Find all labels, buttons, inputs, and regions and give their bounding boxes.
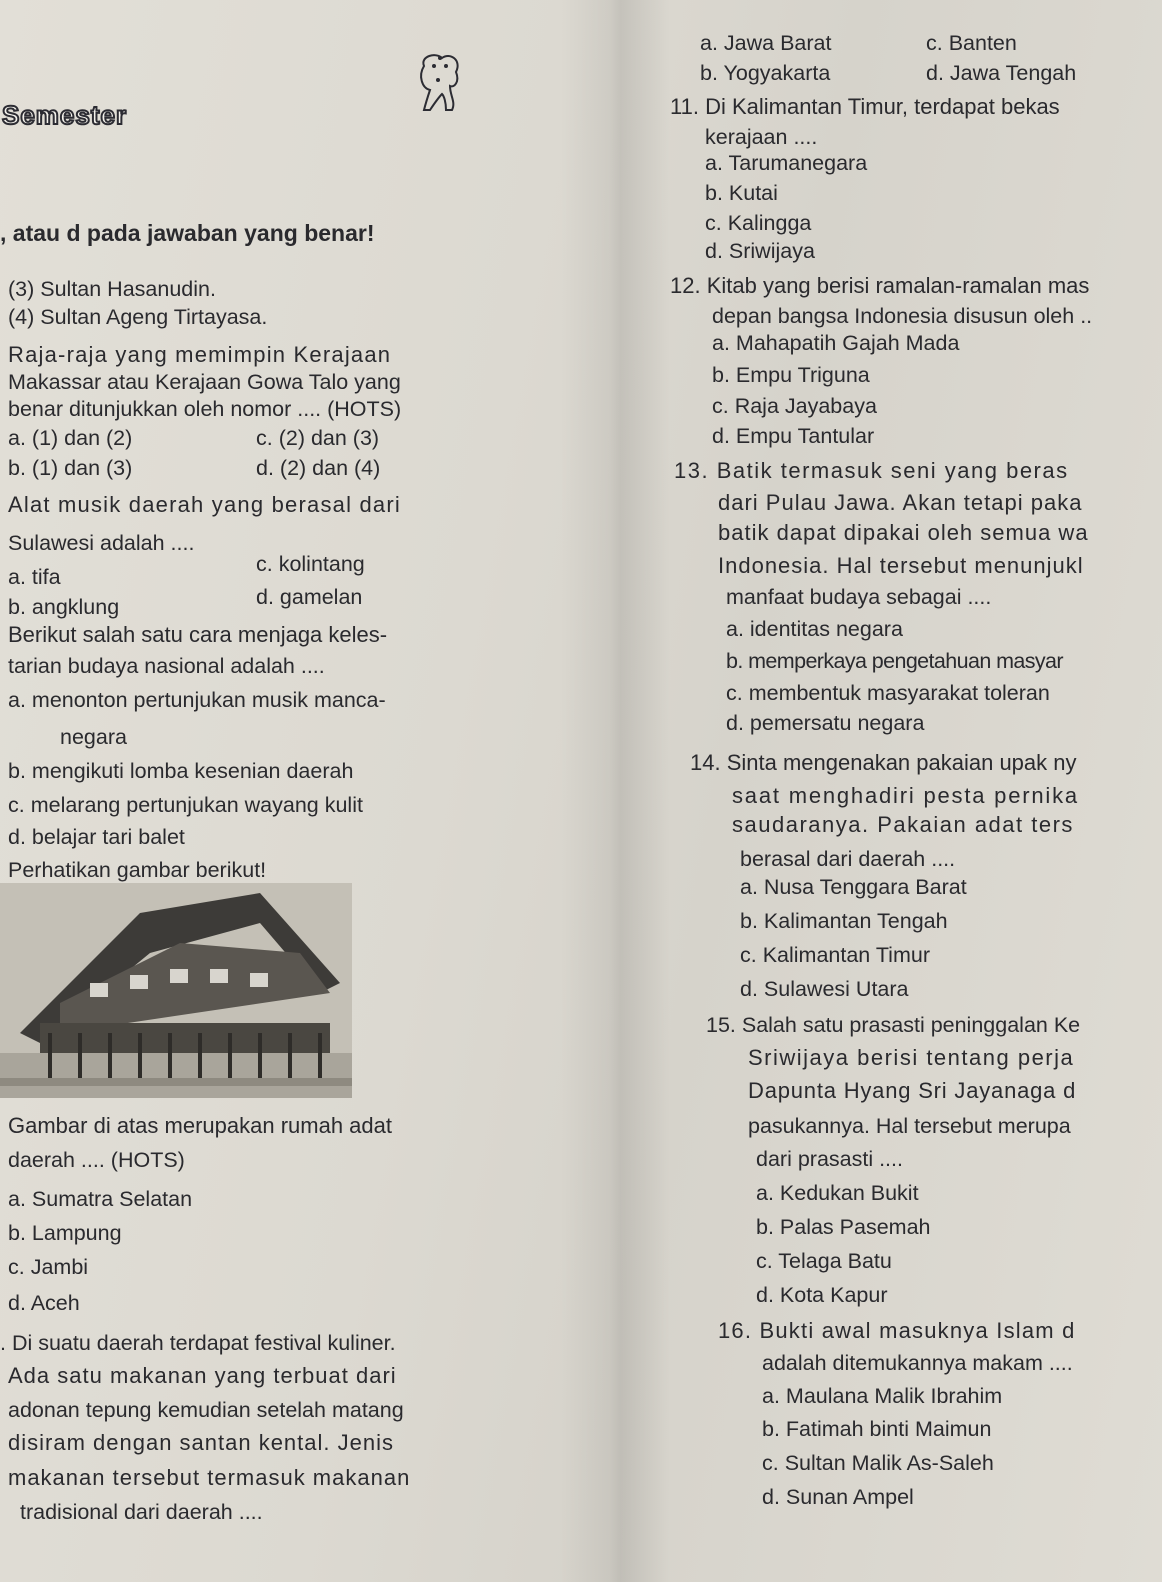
option-b: b. (1) dan (3) (8, 456, 133, 480)
question-12-line-2: depan bangsa Indonesia disusun oleh .. (712, 304, 1093, 328)
elephant-mascot-icon (416, 52, 464, 114)
question-14-line-2: saat menghadiri pesta pernika (732, 783, 1079, 808)
option-d: d. gamelan (256, 585, 363, 609)
question-13-line-5: manfaat budaya sebagai .... (726, 585, 992, 609)
option-a: a. Mahapatih Gajah Mada (712, 331, 960, 355)
option-c: c. Banten (926, 31, 1017, 55)
question-kuliner-line-4: disiram dengan santan kental. Jenis (8, 1430, 394, 1455)
option-a: a. menonton pertunjukan musik manca- (8, 688, 386, 712)
option-b: b. Yogyakarta (700, 61, 831, 85)
question-tarian-line-2: tarian budaya nasional adalah .... (8, 654, 325, 678)
question-musik-line-1: Alat musik daerah yang berasal dari (8, 492, 401, 517)
option-c: c. Kalimantan Timur (740, 943, 930, 967)
option-3: (3) Sultan Hasanudin. (8, 277, 216, 301)
question-kuliner-line-5: makanan tersebut termasuk makanan (8, 1465, 411, 1490)
option-b: b. Palas Pasemah (756, 1215, 931, 1239)
question-kuliner-line-2: Ada satu makanan yang terbuat dari (8, 1363, 397, 1388)
option-a: a. Sumatra Selatan (8, 1187, 193, 1211)
question-13-line-4: Indonesia. Hal tersebut menunjukl (718, 553, 1084, 578)
option-c: c. membentuk masyarakat toleran (726, 681, 1050, 705)
option-c: c. (2) dan (3) (256, 426, 380, 450)
instruction-text: , atau d pada jawaban yang benar! (0, 220, 375, 246)
option-d: d. belajar tari balet (8, 825, 185, 849)
option-b: b. Kalimantan Tengah (740, 909, 948, 933)
option-b: b. angklung (8, 595, 120, 619)
question-kuliner-line-3: adonan tepung kemudian setelah matang (8, 1398, 404, 1422)
option-b: b. mengikuti lomba kesenian daerah (8, 759, 354, 783)
option-b: b. Kutai (705, 181, 778, 205)
option-d: d. Aceh (8, 1291, 80, 1315)
question-musik-line-2: Sulawesi adalah .... (8, 531, 195, 555)
option-c: c. Jambi (8, 1255, 89, 1279)
question-kuliner-line-6: tradisional dari daerah .... (20, 1500, 263, 1524)
question-kuliner-line-1: . Di suatu daerah terdapat festival kuliner. (0, 1331, 396, 1355)
option-a: a. Nusa Tenggara Barat (740, 875, 967, 899)
option-a-continued: negara (60, 725, 127, 749)
option-a: a. Kedukan Bukit (756, 1181, 919, 1205)
question-11-line-1: 11. Di Kalimantan Timur, terdapat bekas (670, 94, 1060, 119)
option-d: d. Jawa Tengah (926, 61, 1077, 85)
option-c: c. Raja Jayabaya (712, 394, 877, 418)
option-c: c. Kalingga (705, 211, 812, 235)
option-a: a. Jawa Barat (700, 31, 832, 55)
question-15-line-4: pasukannya. Hal tersebut merupa (748, 1114, 1071, 1138)
question-raja-line-2: Makassar atau Kerajaan Gowa Talo yang (8, 370, 401, 394)
page-fold-shadow (560, 0, 670, 1582)
option-a: a. tifa (8, 565, 61, 589)
option-b: b. memperkaya pengetahuan masyar (726, 649, 1063, 673)
option-d: d. Sriwijaya (705, 239, 815, 263)
option-a: a. Tarumanegara (705, 151, 868, 175)
question-15-line-3: Dapunta Hyang Sri Jayanaga d (748, 1078, 1077, 1103)
option-b: b. Lampung (8, 1221, 122, 1245)
question-16-line-2: adalah ditemukannya makam .... (762, 1351, 1073, 1375)
question-13-line-2: dari Pulau Jawa. Akan tetapi paka (718, 490, 1083, 515)
option-a: a. (1) dan (2) (8, 426, 133, 450)
question-14-line-4: berasal dari daerah .... (740, 847, 956, 871)
question-14-line-3: saudaranya. Pakaian adat ters (732, 812, 1074, 837)
question-16-line-1: 16. Bukti awal masuknya Islam d (718, 1318, 1076, 1343)
question-11-line-2: kerajaan .... (705, 125, 818, 149)
rumah-adat-photo (0, 883, 352, 1098)
option-d: d. Sunan Ampel (762, 1485, 914, 1509)
option-d: d. Sulawesi Utara (740, 977, 909, 1001)
option-d: d. Empu Tantular (712, 424, 875, 448)
question-13-line-3: batik dapat dipakai oleh semua wa (718, 520, 1089, 545)
question-15-line-5: dari prasasti .... (756, 1147, 903, 1171)
question-gambar-line-2: daerah .... (HOTS) (8, 1148, 185, 1172)
option-a: a. identitas negara (726, 617, 903, 641)
option-b: b. Empu Triguna (712, 363, 870, 387)
question-gambar-line-1: Gambar di atas merupakan rumah adat (8, 1113, 392, 1138)
option-d: d. Kota Kapur (756, 1283, 888, 1307)
option-c: c. Sultan Malik As-Saleh (762, 1451, 994, 1475)
option-d: d. pemersatu negara (726, 711, 925, 735)
question-14-line-1: 14. Sinta mengenakan pakaian upak ny (690, 750, 1077, 775)
question-12-line-1: 12. Kitab yang berisi ramalan-ramalan mas (670, 273, 1090, 298)
question-raja-line-1: Raja-raja yang memimpin Kerajaan (8, 342, 392, 367)
question-15-line-2: Sriwijaya berisi tentang perja (748, 1045, 1075, 1070)
option-c: c. melarang pertunjukan wayang kulit (8, 793, 363, 817)
question-13-line-1: 13. Batik termasuk seni yang beras (674, 458, 1069, 483)
question-tarian-line-1: Berikut salah satu cara menjaga keles- (8, 622, 388, 647)
question-gambar-intro: Perhatikan gambar berikut! (8, 858, 267, 882)
option-b: b. Fatimah binti Maimun (762, 1417, 992, 1441)
question-raja-line-3: benar ditunjukkan oleh nomor .... (HOTS) (8, 397, 402, 421)
option-a: a. Maulana Malik Ibrahim (762, 1384, 1003, 1408)
question-15-line-1: 15. Salah satu prasasti peninggalan Ke (706, 1013, 1081, 1037)
option-d: d. (2) dan (4) (256, 456, 381, 480)
option-c: c. kolintang (256, 552, 365, 576)
semester-logo: Semester (2, 100, 128, 130)
option-c: c. Telaga Batu (756, 1249, 892, 1273)
option-4: (4) Sultan Ageng Tirtayasa. (8, 305, 268, 329)
